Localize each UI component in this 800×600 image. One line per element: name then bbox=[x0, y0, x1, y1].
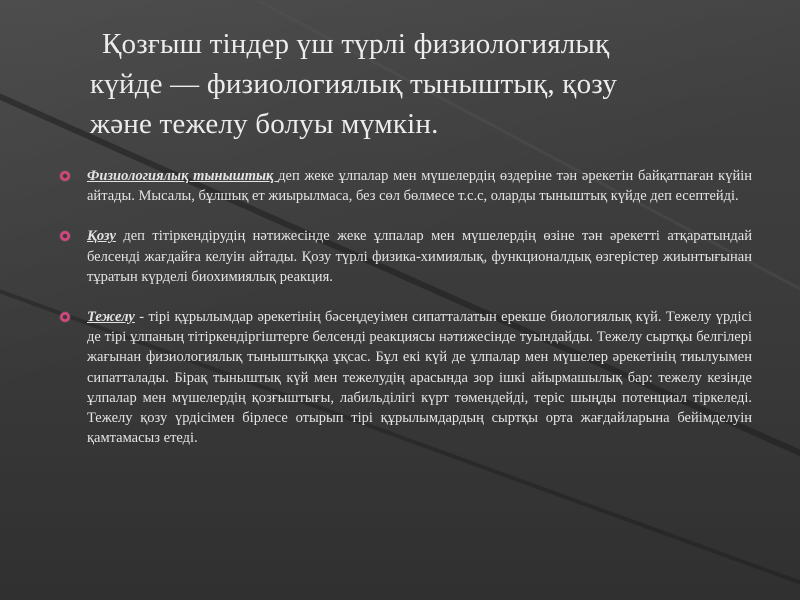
slide-title bbox=[90, 24, 750, 144]
definition-text: деп тітіркендірудің нәтижесінде жеке ұлпалар мен мүшелердің өзіне тән әрекетті атқаратындай белсенді жағдайға келуін айтады. Қозу түрлі физика-химиялық, функционалдық өзгерістер жиынтығынан тұратын күрделі биохимиялық реакция. bbox=[87, 228, 752, 285]
ring-bullet-icon bbox=[60, 312, 70, 322]
bullet-item-excitation bbox=[60, 226, 752, 287]
term-excitation: Қозу bbox=[87, 228, 116, 245]
definition-text: деп жеке ұлпалар мен мүшелердің өздеріне тән әрекетін байқатпаған күйін айтады. Мысалы, бұлшық ет жиырылмаса, без сөл бөлмесе т.с.с, оларды тыныштық күйде деп есептейді. bbox=[87, 168, 752, 205]
definition-text: - тірі құрылымдар әрекетінің бәсеңдеуімен сипатталатын ерекше биологиялық күй. Тежелу үрдісі де тірі ұлпаның тітіркендіргіштерге белсенді реакциясы нәтижесінде туындайды. Тежелу сыртқы белгілері жағынан физиологиялық тыныштыққа ұқсас. Бұл екі күй де ұлпалар мен мүшелер әрекетінің тиылуымен сипатталады. Бірақ тыныштық күй мен тежелудің арасында зор ішкі айырмашылық бар: тежелу кезінде ұлпалар мен мүшелердің қозғыштығы, лабильділігі күрт төмендейді, теріс шыңды потенциал тіркеледі. Тежелу қозу үрдісімен бірлесе отырып тірі құрылымдардың сыртқы орта жағдайларына бейімделуін қамтамасыз етеді. bbox=[87, 309, 752, 447]
slide-title-line: күйде — физиологиялық тыныштық, қозу bbox=[90, 68, 618, 100]
bullet-item-physiological-rest bbox=[60, 166, 752, 206]
slide-title-line: және тежелу болуы мүмкін. bbox=[90, 108, 439, 140]
ring-bullet-icon bbox=[60, 231, 70, 241]
bullet-item-inhibition bbox=[60, 307, 752, 448]
term-physiological-rest: Физиологиялық тыныштық bbox=[87, 168, 279, 184]
slide-title-line: Қозғыш тіндер үш түрлі физиологиялық bbox=[102, 28, 610, 60]
term-inhibition: Тежелу bbox=[87, 309, 135, 326]
ring-bullet-icon bbox=[60, 171, 70, 181]
bullet-list bbox=[60, 166, 752, 448]
